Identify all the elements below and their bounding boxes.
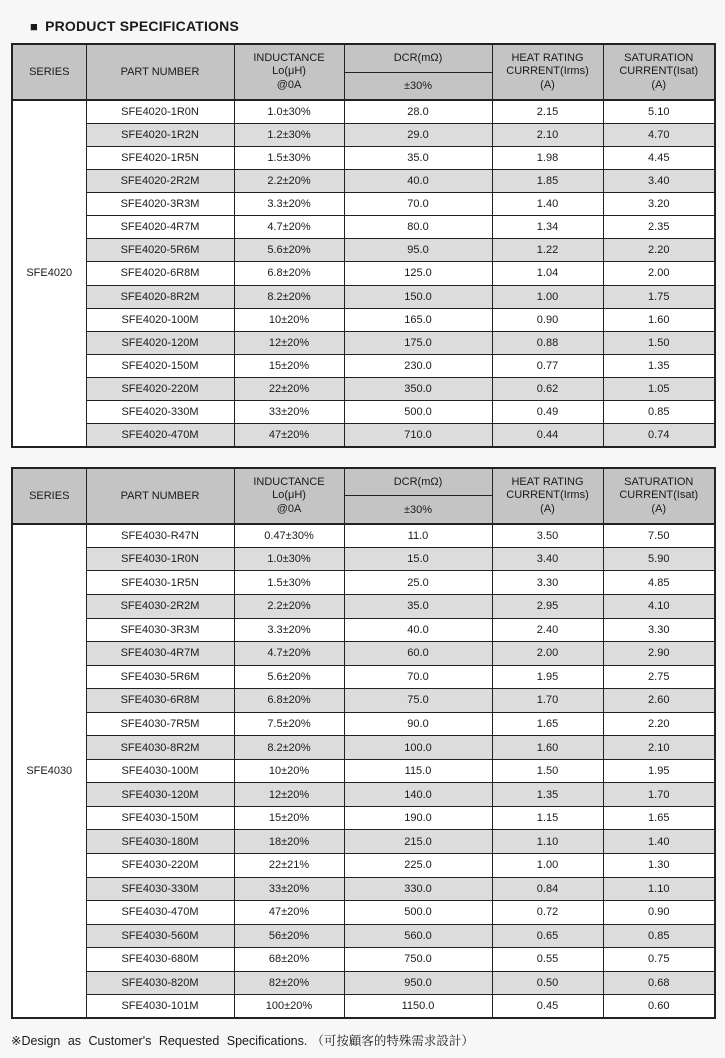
heat-rating-cell: 1.98: [492, 146, 603, 169]
spec-row: [12, 547, 715, 571]
dcr-cell: 1150.0: [344, 995, 492, 1019]
heat-rating-cell: 0.44: [492, 424, 603, 447]
inductance-cell: 4.7±20%: [234, 642, 344, 666]
part-number-cell: SFE4020-3R3M: [86, 193, 234, 216]
dcr-cell: 350.0: [344, 378, 492, 401]
saturation-cell: 2.35: [603, 216, 715, 239]
spec-row: [12, 262, 715, 285]
part-number-cell: SFE4030-120M: [86, 783, 234, 807]
header-line: Lo(μH): [272, 489, 306, 502]
saturation-cell: 2.20: [603, 239, 715, 262]
part-number-cell: SFE4030-7R5M: [86, 712, 234, 736]
spec-row: [12, 901, 715, 925]
header-line: SATURATION: [624, 475, 694, 488]
part-number-cell: SFE4030-1R0N: [86, 547, 234, 571]
series-cell: SFE4020: [12, 100, 86, 447]
header-line: CURRENT(Irms): [506, 489, 589, 502]
col-header-inductance: [234, 44, 344, 100]
inductance-cell: 47±20%: [234, 424, 344, 447]
saturation-cell: 1.35: [603, 354, 715, 377]
header-line: (A): [651, 502, 667, 515]
heat-rating-cell: 0.65: [492, 924, 603, 948]
footnote-english: ※Design as Customer's Requested Specifications.: [11, 1033, 308, 1048]
part-number-cell: SFE4030-560M: [86, 924, 234, 948]
heat-rating-cell: 0.45: [492, 995, 603, 1019]
heat-rating-cell: 0.72: [492, 901, 603, 925]
spec-row: [12, 595, 715, 619]
spec-row: [12, 877, 715, 901]
heat-rating-cell: 1.35: [492, 783, 603, 807]
part-number-cell: SFE4030-R47N: [86, 524, 234, 548]
spec-row: [12, 948, 715, 972]
spec-table-sfe4020: [11, 43, 716, 448]
section-marker-icon: ■: [30, 18, 39, 34]
part-number-cell: SFE4020-100M: [86, 308, 234, 331]
spec-row: [12, 665, 715, 689]
dcr-cell: 11.0: [344, 524, 492, 548]
inductance-cell: 1.5±30%: [234, 146, 344, 169]
header-line: @0A: [276, 502, 302, 515]
inductance-cell: 8.2±20%: [234, 736, 344, 760]
saturation-cell: 1.75: [603, 285, 715, 308]
saturation-cell: 1.10: [603, 877, 715, 901]
heat-rating-cell: 1.10: [492, 830, 603, 854]
saturation-cell: 0.85: [603, 924, 715, 948]
heat-rating-cell: 1.00: [492, 854, 603, 878]
dcr-cell: 225.0: [344, 854, 492, 878]
header-row-1: [12, 468, 715, 496]
page-title-text: PRODUCT SPECIFICATIONS: [45, 18, 239, 34]
dcr-cell: 710.0: [344, 424, 492, 447]
part-number-cell: SFE4020-4R7M: [86, 216, 234, 239]
page-title: [30, 18, 715, 34]
saturation-cell: 4.45: [603, 146, 715, 169]
part-number-cell: SFE4030-330M: [86, 877, 234, 901]
inductance-cell: 6.8±20%: [234, 689, 344, 713]
inductance-cell: 3.3±20%: [234, 193, 344, 216]
part-number-cell: SFE4030-3R3M: [86, 618, 234, 642]
header-line: CURRENT(Isat): [619, 65, 699, 78]
dcr-cell: 125.0: [344, 262, 492, 285]
part-number-cell: SFE4030-220M: [86, 854, 234, 878]
spec-row: [12, 736, 715, 760]
header-line: (A): [540, 78, 555, 91]
dcr-cell: 95.0: [344, 239, 492, 262]
spec-row: [12, 123, 715, 146]
footnote: [11, 1031, 715, 1049]
part-number-cell: SFE4030-101M: [86, 995, 234, 1019]
header-line: Lo(μH): [272, 65, 306, 78]
dcr-cell: 140.0: [344, 783, 492, 807]
part-number-cell: SFE4020-150M: [86, 354, 234, 377]
heat-rating-cell: 2.40: [492, 618, 603, 642]
inductance-cell: 1.0±30%: [234, 547, 344, 571]
part-number-cell: SFE4020-1R2N: [86, 123, 234, 146]
part-number-cell: SFE4030-680M: [86, 948, 234, 972]
part-number-cell: SFE4030-8R2M: [86, 736, 234, 760]
heat-rating-cell: 1.15: [492, 806, 603, 830]
part-number-cell: SFE4020-220M: [86, 378, 234, 401]
header-line: SATURATION: [624, 51, 694, 64]
spec-row: [12, 524, 715, 548]
spec-row: [12, 995, 715, 1019]
part-number-cell: SFE4030-150M: [86, 806, 234, 830]
saturation-cell: 4.10: [603, 595, 715, 619]
saturation-cell: 1.60: [603, 308, 715, 331]
part-number-cell: SFE4020-5R6M: [86, 239, 234, 262]
col-header-part-number: PART NUMBER: [86, 468, 234, 524]
heat-rating-cell: 1.60: [492, 736, 603, 760]
heat-rating-cell: 0.88: [492, 331, 603, 354]
saturation-cell: 2.75: [603, 665, 715, 689]
spec-row: [12, 354, 715, 377]
col-header-dcr: DCR(mΩ): [344, 44, 492, 72]
heat-rating-cell: 0.77: [492, 354, 603, 377]
heat-rating-cell: 1.04: [492, 262, 603, 285]
inductance-cell: 33±20%: [234, 401, 344, 424]
spec-row: [12, 924, 715, 948]
saturation-cell: 7.50: [603, 524, 715, 548]
heat-rating-cell: 3.50: [492, 524, 603, 548]
inductance-cell: 15±20%: [234, 806, 344, 830]
heat-rating-cell: 0.84: [492, 877, 603, 901]
dcr-cell: 330.0: [344, 877, 492, 901]
inductance-cell: 5.6±20%: [234, 239, 344, 262]
saturation-cell: 3.30: [603, 618, 715, 642]
saturation-cell: 3.20: [603, 193, 715, 216]
header-line: INDUCTANCE: [253, 51, 325, 64]
dcr-cell: 950.0: [344, 971, 492, 995]
col-header-heat-rating: [492, 468, 603, 524]
dcr-cell: 80.0: [344, 216, 492, 239]
inductance-cell: 22±20%: [234, 378, 344, 401]
col-header-saturation: [603, 44, 715, 100]
heat-rating-cell: 1.65: [492, 712, 603, 736]
inductance-cell: 12±20%: [234, 783, 344, 807]
dcr-cell: 190.0: [344, 806, 492, 830]
saturation-cell: 1.95: [603, 759, 715, 783]
inductance-cell: 10±20%: [234, 759, 344, 783]
part-number-cell: SFE4030-4R7M: [86, 642, 234, 666]
part-number-cell: SFE4030-470M: [86, 901, 234, 925]
saturation-cell: 1.40: [603, 830, 715, 854]
col-header-dcr: DCR(mΩ): [344, 468, 492, 496]
spec-row: [12, 712, 715, 736]
part-number-cell: SFE4020-120M: [86, 331, 234, 354]
dcr-cell: 500.0: [344, 901, 492, 925]
dcr-cell: 100.0: [344, 736, 492, 760]
heat-rating-cell: 1.70: [492, 689, 603, 713]
dcr-cell: 40.0: [344, 618, 492, 642]
col-header-series: SERIES: [12, 44, 86, 100]
col-header-dcr-tolerance: ±30%: [344, 72, 492, 100]
dcr-cell: 60.0: [344, 642, 492, 666]
heat-rating-cell: 1.34: [492, 216, 603, 239]
part-number-cell: SFE4020-8R2M: [86, 285, 234, 308]
saturation-cell: 1.30: [603, 854, 715, 878]
dcr-cell: 230.0: [344, 354, 492, 377]
dcr-cell: 115.0: [344, 759, 492, 783]
spec-row: [12, 854, 715, 878]
spec-row: [12, 100, 715, 123]
heat-rating-cell: 0.90: [492, 308, 603, 331]
col-header-heat-rating: [492, 44, 603, 100]
inductance-cell: 1.0±30%: [234, 100, 344, 123]
dcr-cell: 29.0: [344, 123, 492, 146]
heat-rating-cell: 0.50: [492, 971, 603, 995]
part-number-cell: SFE4020-470M: [86, 424, 234, 447]
header-line: CURRENT(Irms): [506, 65, 589, 78]
header-line: HEAT RATING: [511, 475, 584, 488]
inductance-cell: 12±20%: [234, 331, 344, 354]
dcr-cell: 28.0: [344, 100, 492, 123]
dcr-cell: 35.0: [344, 595, 492, 619]
inductance-cell: 3.3±20%: [234, 618, 344, 642]
dcr-cell: 15.0: [344, 547, 492, 571]
heat-rating-cell: 2.95: [492, 595, 603, 619]
table-header: [12, 468, 715, 524]
dcr-cell: 750.0: [344, 948, 492, 972]
spec-row: [12, 193, 715, 216]
heat-rating-cell: 1.00: [492, 285, 603, 308]
part-number-cell: SFE4020-1R5N: [86, 146, 234, 169]
spec-row: [12, 285, 715, 308]
spec-row: [12, 146, 715, 169]
dcr-cell: 70.0: [344, 665, 492, 689]
inductance-cell: 2.2±20%: [234, 169, 344, 192]
col-header-saturation: [603, 468, 715, 524]
inductance-cell: 6.8±20%: [234, 262, 344, 285]
saturation-cell: 0.74: [603, 424, 715, 447]
spec-row: [12, 239, 715, 262]
inductance-cell: 7.5±20%: [234, 712, 344, 736]
saturation-cell: 1.65: [603, 806, 715, 830]
inductance-cell: 68±20%: [234, 948, 344, 972]
header-line: (A): [540, 502, 555, 515]
spec-row: [12, 689, 715, 713]
col-header-part-number: PART NUMBER: [86, 44, 234, 100]
heat-rating-cell: 2.00: [492, 642, 603, 666]
heat-rating-cell: 1.22: [492, 239, 603, 262]
table-header: [12, 44, 715, 100]
dcr-cell: 500.0: [344, 401, 492, 424]
heat-rating-cell: 1.40: [492, 193, 603, 216]
header-line: CURRENT(Isat): [619, 489, 699, 502]
dcr-cell: 560.0: [344, 924, 492, 948]
inductance-cell: 18±20%: [234, 830, 344, 854]
part-number-cell: SFE4030-100M: [86, 759, 234, 783]
spec-row: [12, 424, 715, 447]
table-body: [12, 524, 715, 1018]
part-number-cell: SFE4030-1R5N: [86, 571, 234, 595]
col-header-series: SERIES: [12, 468, 86, 524]
saturation-cell: 2.10: [603, 736, 715, 760]
spec-row: [12, 830, 715, 854]
heat-rating-cell: 0.49: [492, 401, 603, 424]
part-number-cell: SFE4030-6R8M: [86, 689, 234, 713]
saturation-cell: 4.85: [603, 571, 715, 595]
saturation-cell: 0.90: [603, 901, 715, 925]
inductance-cell: 1.5±30%: [234, 571, 344, 595]
inductance-cell: 15±20%: [234, 354, 344, 377]
inductance-cell: 33±20%: [234, 877, 344, 901]
col-header-dcr-tolerance: ±30%: [344, 496, 492, 524]
inductance-cell: 8.2±20%: [234, 285, 344, 308]
inductance-cell: 1.2±30%: [234, 123, 344, 146]
spec-row: [12, 618, 715, 642]
header-line: @0A: [276, 78, 302, 91]
heat-rating-cell: 0.62: [492, 378, 603, 401]
spec-row: [12, 783, 715, 807]
dcr-cell: 175.0: [344, 331, 492, 354]
saturation-cell: 2.90: [603, 642, 715, 666]
part-number-cell: SFE4020-330M: [86, 401, 234, 424]
saturation-cell: 1.70: [603, 783, 715, 807]
heat-rating-cell: 1.95: [492, 665, 603, 689]
part-number-cell: SFE4030-5R6M: [86, 665, 234, 689]
spec-table-sfe4030: [11, 467, 716, 1019]
dcr-cell: 70.0: [344, 193, 492, 216]
dcr-cell: 40.0: [344, 169, 492, 192]
header-row-1: [12, 44, 715, 72]
part-number-cell: SFE4020-2R2M: [86, 169, 234, 192]
inductance-cell: 10±20%: [234, 308, 344, 331]
saturation-cell: 1.50: [603, 331, 715, 354]
footnote-chinese: （可按顧客的特殊需求設計）: [311, 1034, 474, 1049]
spec-row: [12, 169, 715, 192]
saturation-cell: 4.70: [603, 123, 715, 146]
spec-row: [12, 571, 715, 595]
dcr-cell: 165.0: [344, 308, 492, 331]
heat-rating-cell: 2.15: [492, 100, 603, 123]
saturation-cell: 2.00: [603, 262, 715, 285]
spec-row: [12, 378, 715, 401]
part-number-cell: SFE4030-2R2M: [86, 595, 234, 619]
spec-row: [12, 642, 715, 666]
spec-row: [12, 401, 715, 424]
saturation-cell: 5.10: [603, 100, 715, 123]
table-gap: [11, 448, 715, 467]
inductance-cell: 100±20%: [234, 995, 344, 1019]
spec-row: [12, 759, 715, 783]
header-line: HEAT RATING: [511, 51, 584, 64]
dcr-cell: 150.0: [344, 285, 492, 308]
saturation-cell: 0.85: [603, 401, 715, 424]
saturation-cell: 2.60: [603, 689, 715, 713]
inductance-cell: 82±20%: [234, 971, 344, 995]
heat-rating-cell: 0.55: [492, 948, 603, 972]
spec-row: [12, 331, 715, 354]
heat-rating-cell: 1.85: [492, 169, 603, 192]
dcr-cell: 75.0: [344, 689, 492, 713]
spec-row: [12, 308, 715, 331]
spec-row: [12, 971, 715, 995]
inductance-cell: 4.7±20%: [234, 216, 344, 239]
saturation-cell: 1.05: [603, 378, 715, 401]
col-header-inductance: [234, 468, 344, 524]
spec-row: [12, 216, 715, 239]
dcr-cell: 215.0: [344, 830, 492, 854]
part-number-cell: SFE4030-180M: [86, 830, 234, 854]
inductance-cell: 5.6±20%: [234, 665, 344, 689]
part-number-cell: SFE4020-1R0N: [86, 100, 234, 123]
inductance-cell: 0.47±30%: [234, 524, 344, 548]
table-body: [12, 100, 715, 447]
saturation-cell: 2.20: [603, 712, 715, 736]
part-number-cell: SFE4020-6R8M: [86, 262, 234, 285]
saturation-cell: 0.68: [603, 971, 715, 995]
saturation-cell: 0.60: [603, 995, 715, 1019]
dcr-cell: 25.0: [344, 571, 492, 595]
series-cell: SFE4030: [12, 524, 86, 1018]
saturation-cell: 3.40: [603, 169, 715, 192]
dcr-cell: 35.0: [344, 146, 492, 169]
heat-rating-cell: 3.40: [492, 547, 603, 571]
header-line: INDUCTANCE: [253, 475, 325, 488]
heat-rating-cell: 3.30: [492, 571, 603, 595]
inductance-cell: 56±20%: [234, 924, 344, 948]
inductance-cell: 2.2±20%: [234, 595, 344, 619]
saturation-cell: 5.90: [603, 547, 715, 571]
spec-row: [12, 806, 715, 830]
inductance-cell: 47±20%: [234, 901, 344, 925]
part-number-cell: SFE4030-820M: [86, 971, 234, 995]
heat-rating-cell: 1.50: [492, 759, 603, 783]
header-line: (A): [651, 78, 667, 91]
saturation-cell: 0.75: [603, 948, 715, 972]
inductance-cell: 22±21%: [234, 854, 344, 878]
heat-rating-cell: 2.10: [492, 123, 603, 146]
dcr-cell: 90.0: [344, 712, 492, 736]
